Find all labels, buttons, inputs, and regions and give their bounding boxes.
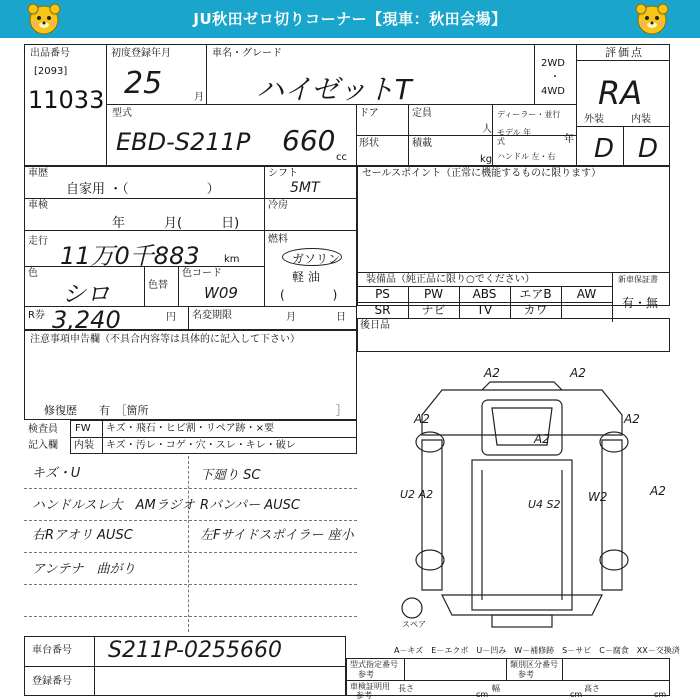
lot-number: 11033 [28, 86, 105, 114]
equip-tv[interactable]: TV [476, 303, 493, 317]
reg-cert-sub: 参考 [356, 691, 372, 700]
interior-check-value[interactable]: キズ・汚レ・コゲ・穴・スレ・キレ・破レ [106, 440, 296, 451]
drive-2wd[interactable]: 2WD [541, 58, 565, 69]
dealer-label[interactable]: ディーラー・並行 [497, 110, 561, 119]
mileage-value: 11万0千883 [60, 242, 200, 270]
color-change-label: 色替 [148, 280, 168, 291]
note-right-1: 下廻り SC [200, 468, 261, 483]
first-reg-year: 25 [124, 66, 163, 101]
capacity-label: 定員 [412, 108, 432, 119]
fuel-gasoline[interactable]: ガソリン [292, 252, 341, 266]
drive-4wd[interactable]: 4WD [541, 86, 565, 97]
handle-label[interactable]: ハンドル 左・右 [497, 152, 556, 161]
drive-dot: ・ [550, 72, 560, 83]
header-title: JU秋田ゼロ切りコーナー【現車：秋田会場】 [193, 10, 507, 28]
displacement-unit: cc [336, 152, 347, 163]
note-left-2: ハンドルスレ大 AMラジオ [32, 498, 195, 513]
note-left-4: アンテナ 曲がり [32, 562, 136, 577]
color-label: 色 [28, 268, 38, 279]
type-number-ref: 参考 [358, 670, 374, 679]
recycle-label: R券 [28, 310, 45, 321]
equip-airbag[interactable]: エアB [519, 287, 552, 301]
note-left-3: 右Rアオリ AUSC [32, 528, 133, 543]
shift-label: シフト [268, 168, 298, 179]
spare-label: スペア [402, 620, 426, 629]
inspection-value: 年 月( 日) [112, 216, 240, 231]
name-change-month: 月 [286, 312, 296, 323]
sales-points-label: セールスポイント（正常に機能するものに限ります） [362, 168, 602, 179]
equipment-label: 装備品（純正品に限り○でください） [366, 274, 535, 285]
load-unit: kg [480, 154, 493, 165]
damage-mark-8: A2 [650, 484, 666, 498]
first-reg-label: 初度登録年月 [111, 48, 171, 59]
rating-label: 評価点 [605, 46, 644, 59]
equip-aw[interactable]: AW [576, 287, 597, 301]
door-label: ドア [359, 108, 379, 119]
recycle-unit: 円 [166, 312, 176, 323]
name-change-label: 名変期限 [192, 310, 232, 321]
color-code-label: 色コード [182, 268, 222, 279]
damage-mark-2: A2 [570, 366, 586, 380]
width-label: 幅 [492, 684, 500, 693]
damage-mark-9: U4 S2 [528, 498, 561, 511]
after-day-block [357, 318, 670, 352]
inspector-label-1: 検査員 [28, 424, 58, 435]
height-unit: cm [654, 690, 667, 699]
warranty-value[interactable]: 有・無 [622, 296, 659, 310]
interior-check-label: 内装 [74, 440, 94, 451]
class-number-label: 類別区分番号 [510, 660, 558, 669]
displacement-value: 660 [282, 124, 336, 157]
mileage-label: 走行 [28, 236, 48, 247]
damage-mark-4: A2 [624, 412, 640, 426]
plate-label: 登録番号 [32, 676, 72, 687]
shift-value: 5MT [290, 180, 320, 196]
reg-cert-label: 車検証明用 [350, 682, 390, 691]
length-label: 長さ [398, 684, 414, 693]
rating-score: RA [598, 74, 643, 112]
chassis-label: 車台番号 [32, 645, 72, 656]
repair-end: ］ [336, 404, 347, 417]
legend-text: A－キズ E－エクボ U－凹み W－補修跡 S－サビ C－腐食 XX－交換済 [394, 646, 680, 655]
exterior-value: D [594, 134, 615, 164]
fuel-label: 燃料 [268, 234, 288, 245]
car-name-label: 車名・グレード [212, 48, 282, 59]
length-unit: cm [476, 690, 489, 699]
model-value: EBD-S211P [116, 128, 251, 156]
mileage-unit: km [224, 254, 240, 265]
after-day-label: 後日品 [360, 320, 390, 331]
note-left-1: キズ・U [32, 466, 81, 481]
recycle-value: 3,240 [52, 306, 121, 334]
exterior-label: 外装 [584, 114, 604, 125]
height-label: 高さ [584, 684, 600, 693]
load-label: 積載 [412, 138, 432, 149]
car-name-value: ハイゼットT [256, 73, 412, 106]
lot-label: 出品番号 [30, 48, 70, 59]
equip-navi[interactable]: ナビ [421, 303, 446, 317]
car-diagram [372, 360, 672, 642]
capacity-unit: 人 [482, 124, 492, 135]
name-change-day: 日 [336, 312, 346, 323]
usage-label: 車歴 [28, 168, 48, 179]
chassis-value: S211P-0255660 [108, 638, 282, 663]
color-code-value: W09 [204, 284, 238, 302]
damage-mark-3: A2 [414, 412, 430, 426]
damage-mark-7: W2 [588, 490, 608, 504]
usage-value[interactable]: 自家用 ・（ ） [66, 182, 220, 197]
model-year-unit: 年 [564, 134, 574, 145]
interior-value: D [638, 134, 659, 164]
model-year-label: モデル 年式 [497, 128, 532, 146]
shape-label: 形状 [359, 138, 379, 149]
interior-label: 内装 [631, 114, 651, 125]
bear-mascot-icon [630, 3, 674, 36]
fw-label: FW [75, 423, 91, 434]
fw-value[interactable]: キズ・飛石・ヒビ割・リペア跡・×要 [106, 423, 274, 434]
repair-label: 修復歴 有 ［箇所 [44, 404, 149, 417]
first-reg-month-unit: 月 [194, 92, 204, 103]
damage-mark-6: U2 A2 [400, 488, 434, 501]
note-right-3: 左Fサイドスポイラー 座小 [200, 528, 354, 543]
fuel-other[interactable]: ( ) [280, 288, 338, 302]
model-label: 型式 [112, 108, 132, 119]
note-right-2: Rバンパー AUSC [200, 498, 300, 513]
damage-mark-5: A2 [534, 432, 550, 446]
width-unit: cm [570, 690, 583, 699]
equip-leather[interactable]: カワ [523, 303, 548, 317]
equip-abs[interactable]: ABS [472, 287, 497, 301]
equip-ps[interactable]: PS [375, 287, 390, 301]
damage-mark-1: A2 [484, 366, 500, 380]
color-value: シロ [62, 280, 110, 308]
aircon-label: 冷房 [268, 200, 288, 211]
notes-label: 注意事項申告欄（不具合内容等は具体的に記入して下さい） [30, 334, 300, 345]
equip-pw[interactable]: PW [423, 287, 444, 301]
lot-sub: [2093] [34, 66, 68, 77]
fuel-diesel[interactable]: 軽 油 [292, 270, 320, 284]
equip-sr[interactable]: SR [374, 303, 391, 317]
inspection-label: 車検 [28, 200, 48, 211]
warranty-label: 新車保証書 [618, 275, 658, 284]
class-number-ref: 参考 [518, 670, 534, 679]
inspector-label-2: 記入欄 [28, 440, 58, 451]
type-number-label: 型式指定番号 [350, 660, 398, 669]
